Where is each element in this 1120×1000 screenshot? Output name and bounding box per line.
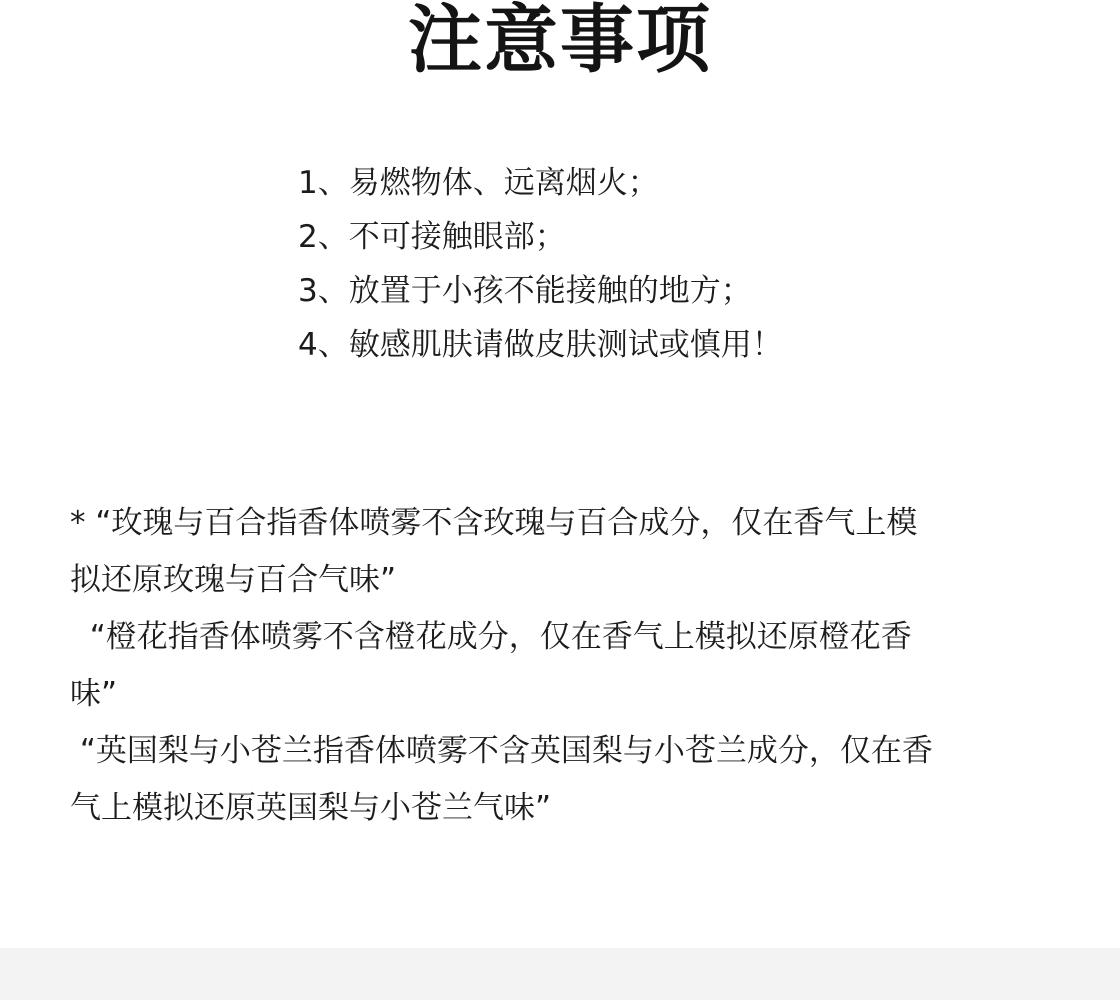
disclaimer-line: 气上模拟还原英国梨与小苍兰气味”	[70, 790, 552, 826]
disclaimer-line: “英国梨与小苍兰指香体喷雾不含英国梨与小苍兰成分，仅在香	[70, 733, 933, 769]
disclaimer-line: 拟还原玫瑰与百合气味”	[70, 562, 397, 598]
precaution-item: 1、易燃物体、远离烟火；	[298, 165, 659, 201]
precaution-item: 4、敏感肌肤请做皮肤测试或慎用！	[298, 327, 783, 363]
disclaimer-line: 味”	[70, 676, 118, 712]
footer-divider-bar	[0, 948, 1120, 1000]
fragrance-disclaimer	[70, 495, 1030, 837]
disclaimer-line: “橙花指香体喷雾不含橙花成分，仅在香气上模拟还原橙花香	[70, 619, 912, 655]
precaution-item: 3、放置于小孩不能接触的地方；	[298, 273, 752, 309]
page-title: 注意事项	[408, 0, 712, 83]
precautions-list	[298, 156, 938, 372]
precaution-item: 2、不可接触眼部；	[298, 219, 566, 255]
disclaimer-line: * “玫瑰与百合指香体喷雾不含玫瑰与百合成分，仅在香气上模	[70, 505, 918, 541]
